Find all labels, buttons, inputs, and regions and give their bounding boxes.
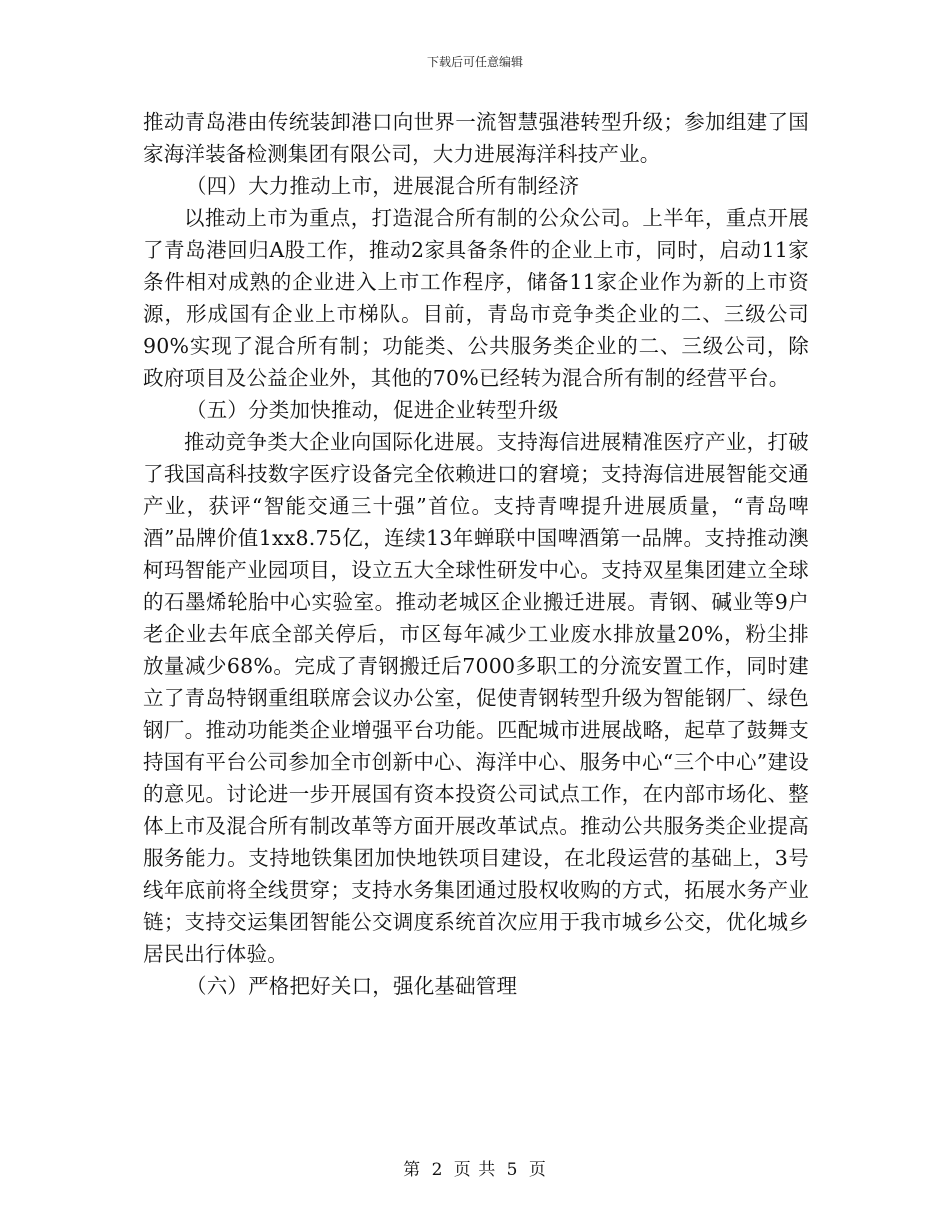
footer-middle: 页 共 <box>453 1160 497 1180</box>
total-page-count: 5 <box>506 1160 519 1180</box>
document-body <box>143 106 809 1002</box>
page-header: 下载后可任意编辑 <box>426 55 523 69</box>
page-footer <box>0 1155 950 1180</box>
paragraph-listing: 以推动上市为重点，打造混合所有制的公众公司。上半年，重点开展了青岛港回归A股工作，推动2家具备条件的企业上市，同时，启动11家条件相对成熟的企业进入上市工作程序，储备11家企业作为新的上市资源，形成国有企业上市梯队。目前，青岛市竞争类企业的二、三级公司90%实现了混合所有制；功能类、公共服务类企业的二、三级公司，除政府项目及公益企业外，其他的70%已经转为混合所有制的经营平台。 <box>143 206 809 390</box>
footer-prefix: 第 <box>403 1160 422 1180</box>
current-page-number: 2 <box>431 1160 444 1180</box>
paragraph-continuation: 推动青岛港由传统装卸港口向世界一流智慧强港转型升级；参加组建了国家海洋装备检测集团有限公司，大力进展海洋科技产业。 <box>143 110 809 166</box>
section-heading-5: （五）分类加快推动，促进企业转型升级 <box>186 398 559 422</box>
footer-suffix: 页 <box>528 1160 547 1180</box>
section-heading-4: （四）大力推动上市，进展混合所有制经济 <box>186 174 580 198</box>
section-heading-6: （六）严格把好关口，强化基础管理 <box>186 974 518 998</box>
paragraph-transformation: 推动竞争类大企业向国际化进展。支持海信进展精准医疗产业，打破了我国高科技数字医疗设备完全依赖进口的窘境；支持海信进展智能交通产业，获评“智能交通三十强”首位。支持青啤提升进展质量，“青岛啤酒”品牌价值1xx8.75亿，连续13年蝉联中国啤酒第一品牌。支持推动澳柯玛智能产业园项目，设立五大全球性研发中心。支持双星集团建立全球的石墨烯轮胎中心实验室。推动老城区企业搬迁进展。青钢、碱业等9户老企业去年底全部关停后，市区每年减少工业废水排放量20%，粉尘排放量减少68%。完成了青钢搬迁后7000多职工的分流安置工作，同时建立了青岛特钢重组联席会议办公室，促使青钢转型升级为智能钢厂、绿色钢厂。推动功能类企业增强平台功能。匹配城市进展战略，起草了鼓舞支持国有平台公司参加全市创新中心、海洋中心、服务中心“三个中心”建设的意见。讨论进一步开展国有资本投资公司试点工作，在内部市场化、整体上市及混合所有制改革等方面开展改革试点。推动公共服务类企业提高服务能力。支持地铁集团加快地铁项目建设，在北段运营的基础上，3号线年底前将全线贯穿；支持水务集团通过股权收购的方式，拓展水务产业链；支持交运集团智能公交调度系统首次应用于我市城乡公交，优化城乡居民出行体验。 <box>143 430 809 966</box>
